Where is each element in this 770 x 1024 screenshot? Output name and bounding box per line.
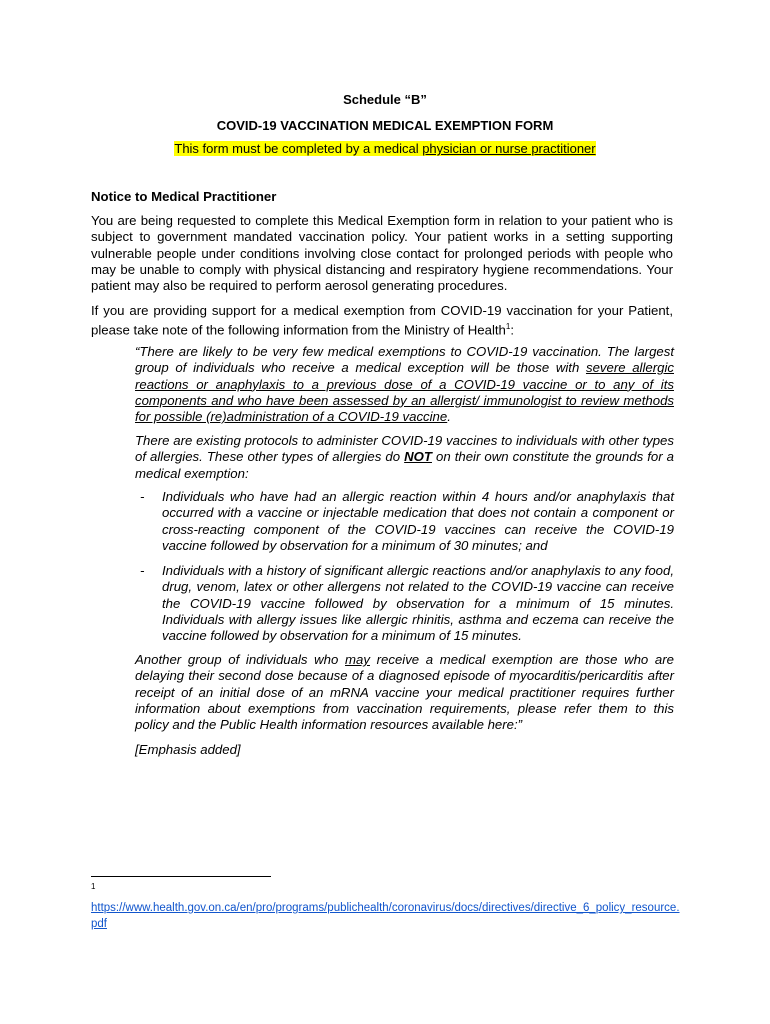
quote-p2-start: There are existing protocols to administer COVID-19 vaccines to individuals with other types of allergies. These other types of allergies do xyxy=(135,433,674,465)
bullet-item-1: Individuals who have had an allergic reaction within 4 hours and/or anaphylaxis that occurred with a vaccine or injectable medication that does not contain a component or cross-reacting component of the COVID-19 vaccines can receive the COVID-19 vaccine followed by observation for a minimum of 30 minutes; and xyxy=(162,489,674,553)
completion-notice-text: This form must be completed by a medical xyxy=(174,141,423,156)
schedule-label: Schedule “B” xyxy=(343,92,427,107)
notice-paragraph-2-end: : xyxy=(510,322,515,338)
notice-paragraph-2-text: If you are providing support for a medical exemption from COVID-19 vaccination for your Patient, please take note of the following information from the Ministry of Health xyxy=(91,303,673,338)
quote-p2-emphasis: NOT xyxy=(404,449,432,465)
bullet-marker-1: - xyxy=(140,489,145,504)
quote-paragraph-3 xyxy=(135,652,674,733)
footnote-divider xyxy=(91,876,271,877)
quote-paragraph-1 xyxy=(135,344,674,425)
practitioner-link[interactable]: physician or nurse practitioner xyxy=(422,141,596,156)
emphasis-note: [Emphasis added] xyxy=(135,742,241,757)
quote-p1-end: . xyxy=(447,409,451,425)
quote-p3-may: may xyxy=(345,652,370,667)
quote-p3-start: Another group of individuals who xyxy=(135,652,346,667)
form-title: COVID-19 VACCINATION MEDICAL EXEMPTION FORM xyxy=(216,118,554,133)
footnote-url-link[interactable]: https://www.health.gov.on.ca/en/pro/programs/publichealth/coronavirus/docs/directives/directive_6_policy_resource.pdf xyxy=(91,902,680,930)
notice-paragraph-1: You are being requested to complete this Medical Exemption form in relation to your patient who is subject to government mandated vaccination policy. Your patient works in a setting supporting vulnerable people under conditions involving close contact for prolonged periods with people who may be unable to comply with physical distancing and respiratory hygiene recommendations. Your patient may also be required to perform aerosol generating procedures. xyxy=(91,213,673,294)
bullet-marker-2: - xyxy=(140,563,145,578)
footnote-reference[interactable]: 1 xyxy=(505,322,511,332)
notice-paragraph-2 xyxy=(91,303,673,339)
quote-p2-end: on their own constitute the grounds for a medical exemption: xyxy=(135,449,674,481)
quote-paragraph-2 xyxy=(135,433,674,482)
notice-heading: Notice to Medical Practitioner xyxy=(91,189,277,204)
completion-notice xyxy=(0,141,770,156)
footnote-number: 1 xyxy=(91,882,96,891)
bullet-item-2: Individuals with a history of significant allergic reactions and/or anaphylaxis to any food, drug, venom, latex or other allergens not related to the COVID-19 vaccine can receive the COVID-19 vaccine followed by observation for a minimum of 15 minutes. Individuals with allergy issues like allergic rhinitis, asthma and eczema can receive the vaccine followed by observation for a minimum of 15 minutes. xyxy=(162,563,674,644)
quote-p3-end: receive a medical exemption are those who are delaying their second dose because of a diagnosed episode of myocarditis/pericarditis after receipt of an initial dose of an mRNA vaccine your medical practitioner requires further information about exemptions from vaccination requirements, please refer them to this policy and the Public Health information resources available here:” xyxy=(135,652,674,733)
quote-p1-start: “There are likely to be very few medical exemptions to COVID-19 vaccination. The largest group of individuals who receive a medical exception will be those with xyxy=(135,344,674,376)
quote-p1-underlined: severe allergic reactions or anaphylaxis to a previous dose of a COVID-19 vaccine or to any of its components and who have been assessed by an allergist/ immunologist to review methods for possible (re)administration of a COVID-19 vaccine xyxy=(135,360,674,425)
